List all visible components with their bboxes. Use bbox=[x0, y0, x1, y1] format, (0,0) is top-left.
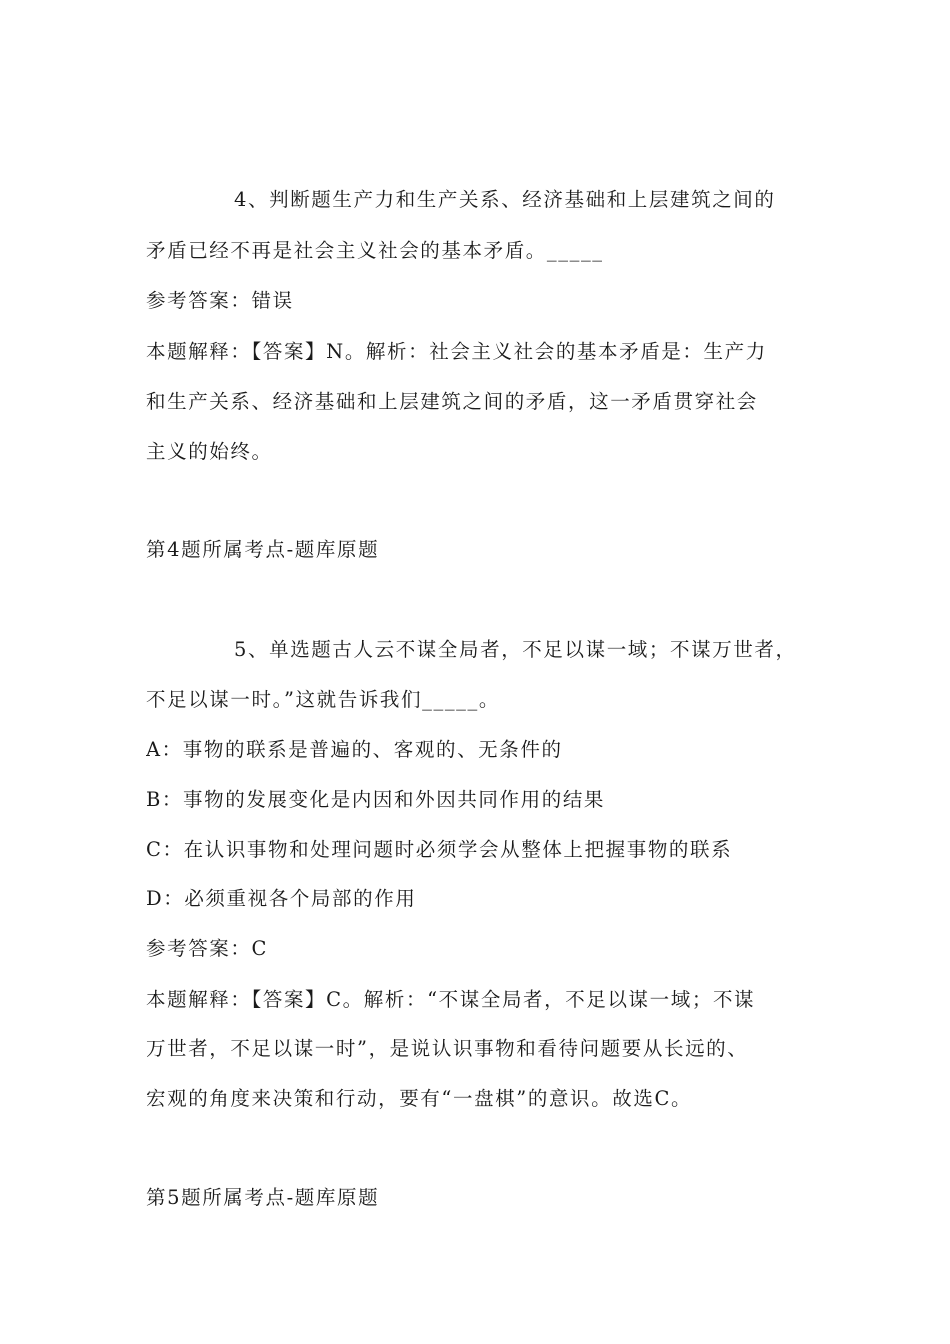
q4-stem-line-2: 矛盾已经不再是社会主义社会的基本矛盾。_____ bbox=[146, 239, 604, 262]
q4-answer: 参考答案：错误 bbox=[146, 289, 294, 312]
q4-explanation-line-1: 本题解释：【答案】N。解析：社会主义社会的基本矛盾是：生产力 bbox=[146, 340, 767, 363]
q5-stem-line-1: 5、单选题古人云不谋全局者，不足以谋一域；不谋万世者， bbox=[234, 638, 797, 661]
q4-topic: 第4题所属考点-题库原题 bbox=[146, 538, 380, 561]
q5-explanation-line-2: 万世者，不足以谋一时”，是说认识事物和看待问题要从长远的、 bbox=[146, 1037, 749, 1060]
q5-topic: 第5题所属考点-题库原题 bbox=[146, 1186, 380, 1209]
q4-explanation-line-3: 主义的始终。 bbox=[146, 440, 273, 463]
q5-option-c: C：在认识事物和处理问题时必须学会从整体上把握事物的联系 bbox=[146, 838, 733, 861]
q5-option-b: B：事物的发展变化是内因和外因共同作用的结果 bbox=[146, 788, 606, 811]
q5-explanation-line-3: 宏观的角度来决策和行动，要有“一盘棋”的意识。故选C。 bbox=[146, 1087, 693, 1110]
q5-explanation-line-1: 本题解释：【答案】C。解析：“不谋全局者，不足以谋一域；不谋 bbox=[146, 988, 756, 1011]
q4-explanation-line-2: 和生产关系、经济基础和上层建筑之间的矛盾，这一矛盾贯穿社会 bbox=[146, 390, 758, 413]
q5-answer: 参考答案：C bbox=[146, 937, 269, 960]
q5-stem-line-2: 不足以谋一时。”这就告诉我们_____。 bbox=[146, 688, 500, 711]
q5-option-d: D：必须重视各个局部的作用 bbox=[146, 887, 417, 910]
q5-option-a: A：事物的联系是普遍的、客观的、无条件的 bbox=[146, 738, 563, 761]
q4-stem-line-1: 4、判断题生产力和生产关系、经济基础和上层建筑之间的 bbox=[234, 188, 776, 211]
